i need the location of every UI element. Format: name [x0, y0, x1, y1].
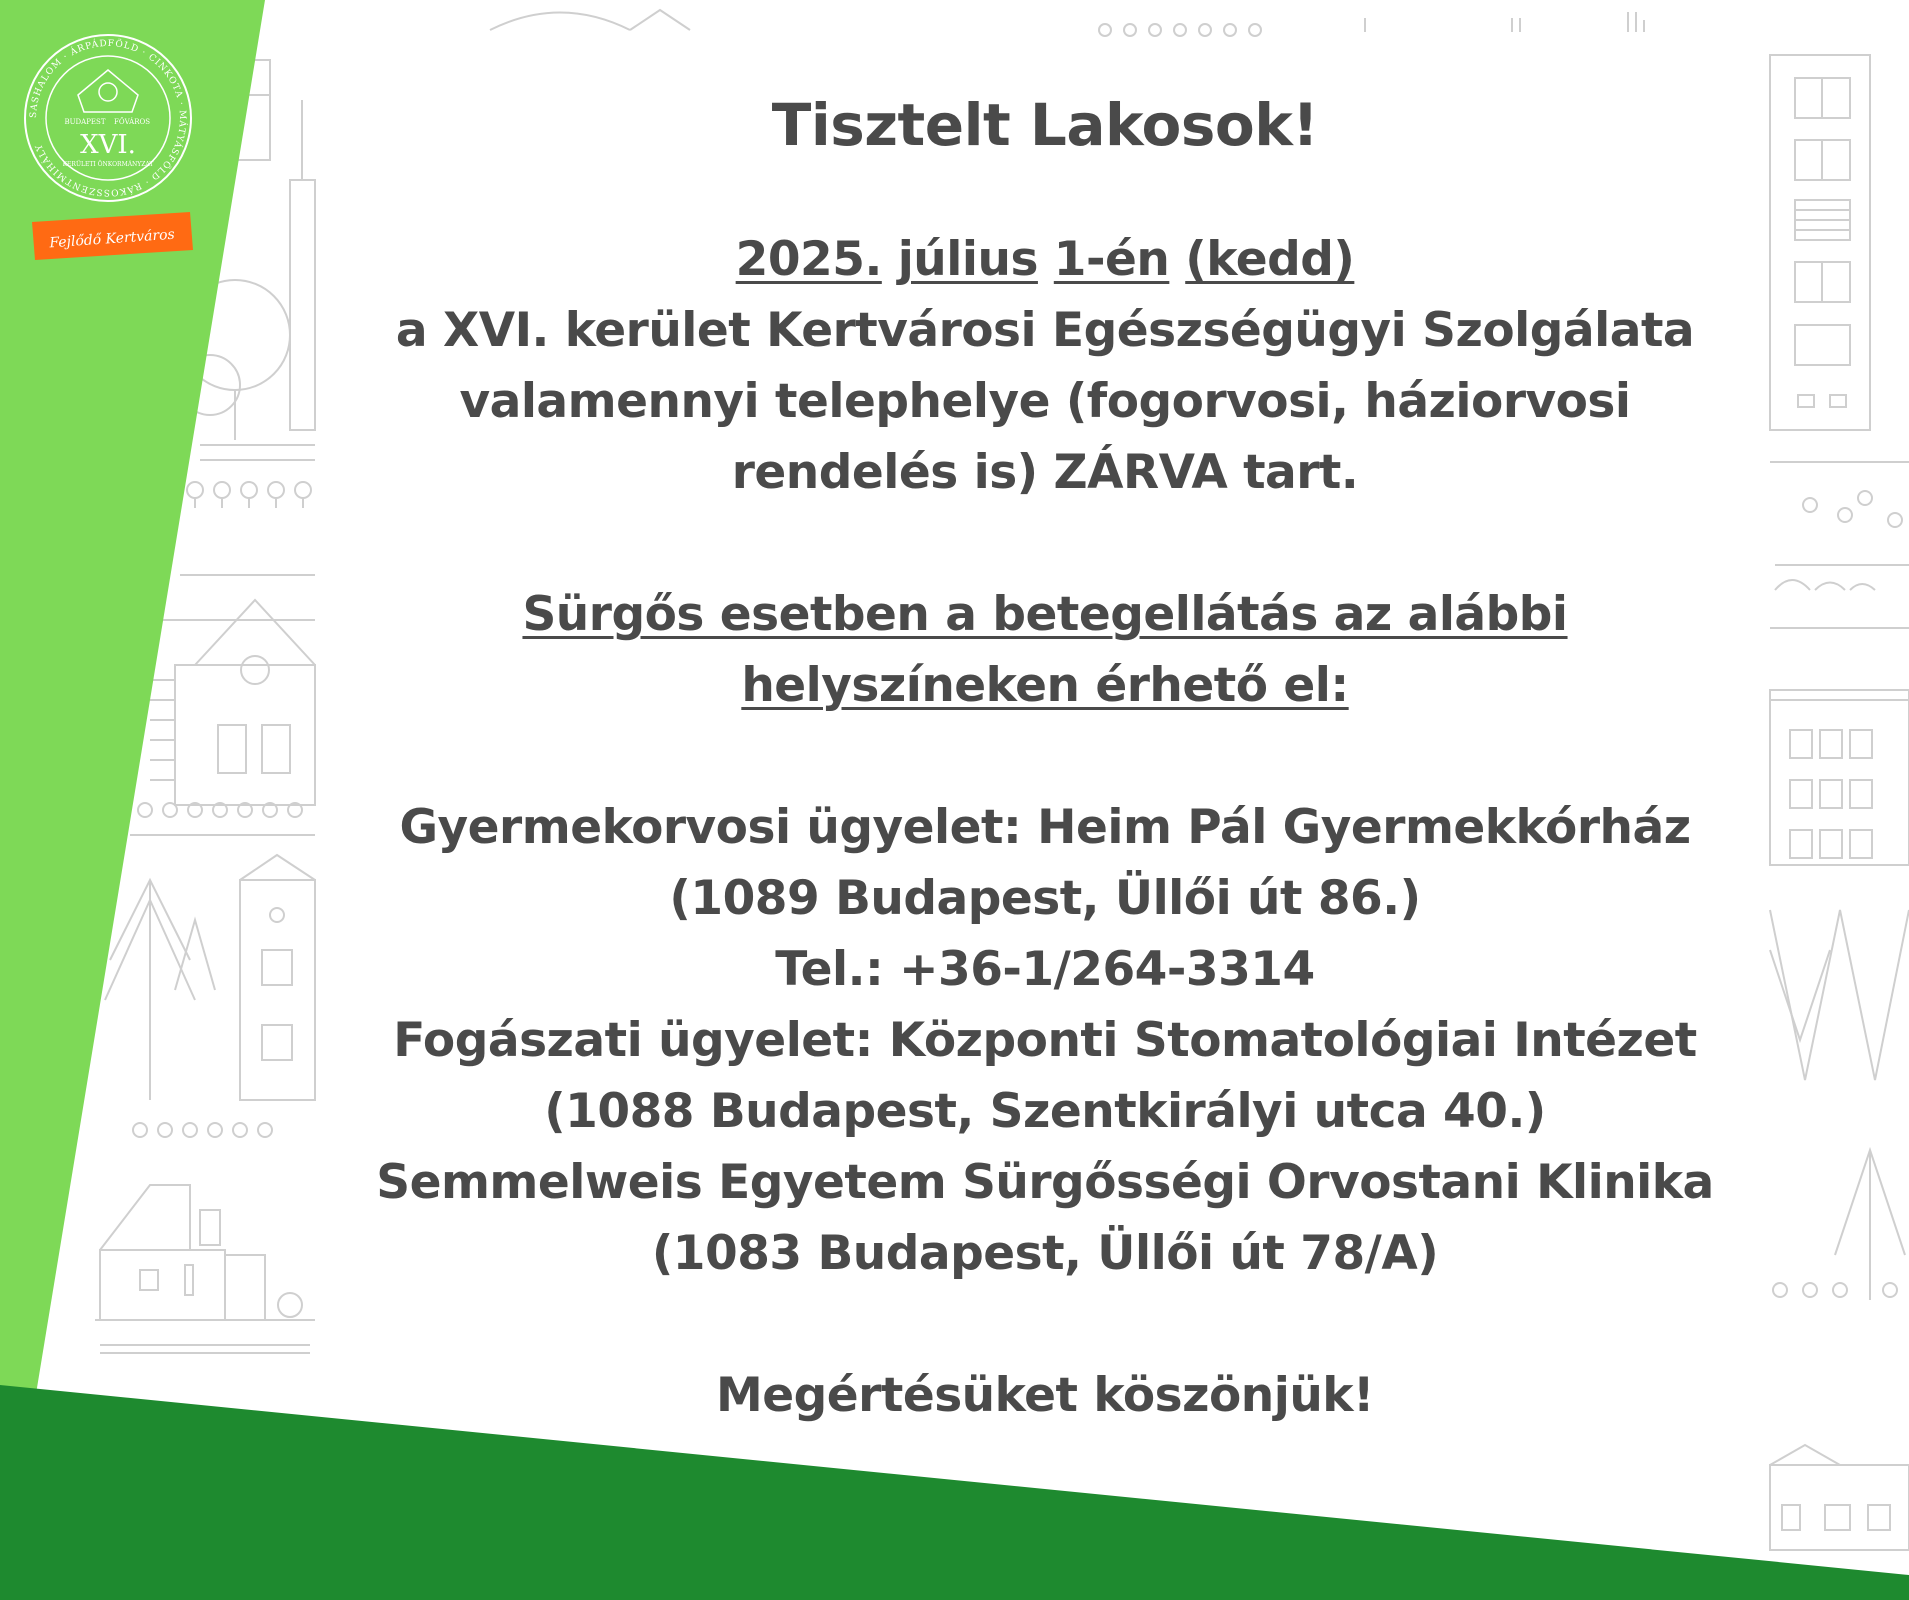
date-month: július	[897, 232, 1038, 287]
closure-line: valamennyi telephelye (fogorvosi, háziorvosi	[459, 374, 1631, 429]
spacer	[320, 508, 1770, 579]
emergency-line	[320, 650, 1770, 721]
tagline-text: Fejlődő Kertváros	[48, 226, 176, 252]
location-line: (1088 Budapest, Szentkirályi utca 40.)	[544, 1084, 1546, 1139]
notice-heading: Tisztelt Lakosok!	[771, 91, 1319, 159]
right-townscape-lineart	[1770, 55, 1909, 1550]
spacer	[320, 721, 1770, 792]
emergency-line	[320, 579, 1770, 650]
notice-text-block	[320, 80, 1770, 1431]
date-weekday: (kedd)	[1185, 232, 1355, 287]
date-year: 2025.	[735, 232, 882, 287]
seal-inner-bottom: KERÜLETI ÖNKORMÁNYZAT	[62, 161, 154, 168]
closing-line: Megértésüket köszönjük!	[716, 1368, 1374, 1423]
light-green-band	[0, 0, 265, 1400]
closure-line: rendelés is) ZÁRVA tart.	[731, 445, 1359, 500]
location-line: (1083 Budapest, Üllői út 78/A)	[651, 1226, 1439, 1281]
top-skyline-lineart	[490, 10, 1644, 36]
date-day: 1-én	[1053, 232, 1170, 287]
emergency-text: Sürgős esetben a betegellátás az alábbi	[522, 587, 1568, 642]
closure-date	[320, 224, 1770, 295]
seal-inner-top-left: BUDAPEST	[64, 118, 106, 126]
seal-ring-text: SASHALOM · ÁRPÁDFÖLD · CINKOTA · MÁTYÁSFÖLD · RÁKOSSZENTMIHÁLY	[28, 38, 188, 198]
location-line: Gyermekorvosi ügyelet: Heim Pál Gyermekkórház	[399, 800, 1691, 855]
location-line: (1089 Budapest, Üllői út 86.)	[669, 871, 1421, 926]
closure-line: a XVI. kerület Kertvárosi Egészségügyi Szolgálata	[395, 303, 1695, 358]
seal-numeral: XVI.	[80, 130, 136, 160]
phone-line: Tel.: +36-1/264-3314	[775, 942, 1315, 997]
emergency-text: helyszíneken érhető el:	[741, 658, 1349, 713]
location-line: Semmelweis Egyetem Sürgősségi Orvostani Klinika	[376, 1155, 1714, 1210]
spacer	[320, 1289, 1770, 1360]
seal-inner-top-right: FŐVÁROS	[113, 118, 151, 126]
location-line: Fogászati ügyelet: Központi Stomatológiai Intézet	[393, 1013, 1697, 1068]
